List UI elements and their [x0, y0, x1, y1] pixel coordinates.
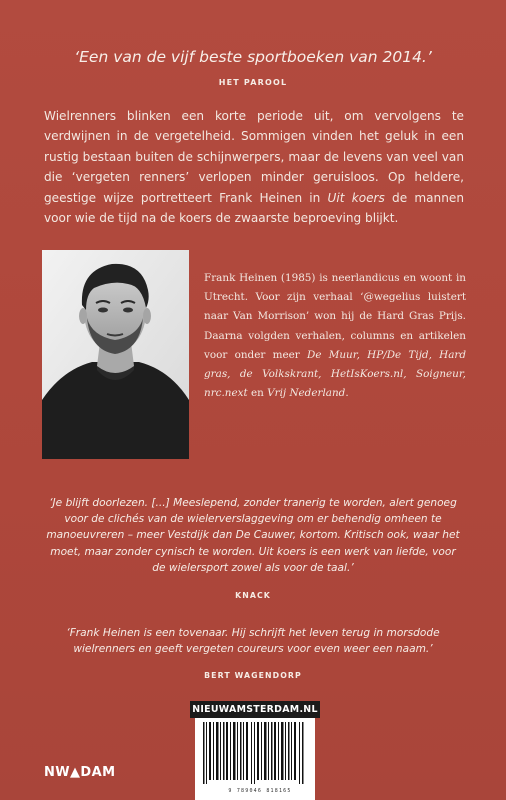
isbn-barcode [195, 718, 315, 800]
top-quote: ‘Een van de vijf beste sportboeken van 2014.’ [74, 48, 432, 66]
author-portrait-image [42, 250, 189, 459]
bio-publication-last: Vrij Nederland [267, 387, 346, 400]
publisher-logo: NW▲DAM [44, 765, 116, 780]
bio-text-1: Frank Heinen (1985) is neerlandicus en woont in Utrecht. Voor zijn verhaal ‘@wegelius luistert naar Van Morrison’ won hij de Hard Gras Prijs. Daarna volgden verhalen, columns en artikelen voor onder meer [204, 272, 466, 361]
review-quote-knack [46, 495, 460, 576]
barcode-number: 9 789046 818165 [228, 788, 292, 794]
publisher-url: NIEUWAMSTERDAM.NL [190, 701, 320, 718]
review-quote-knack-text: ‘Je blijft doorlezen. [...] Meeslepend, zonder tranerig te worden, alert genoeg voor de clichés van de wielerverslaggeving om er behendig omheen te manoeuvreren – meer Vestdijk dan De Cauwer, kortom. Kritisch ook, waar het moet, maar zonder cynisch te worden. Uit koers is een werk van liefde, voor de wielersport zowel als voor de taal.’ [46, 497, 460, 574]
review-source-wagendorp: BERT WAGENDORP [204, 671, 302, 680]
blurb-text-1: Wielrenners blinken een korte periode uit, om vervolgens te verdwijnen in de vergetelheid. Sommigen vinden het geluk in een rustig bestaan buiten de schijnwerpers, maar de levens van veel van die ‘vergeten renners’ verlopen minder geruisloos. Op heldere, geestige wijze portretteert Frank Heinen in [44, 109, 464, 205]
bio-text-2: en [247, 387, 268, 400]
review-quote-wagendorp [46, 625, 460, 657]
bio-publications: De Muur, HP/De Tijd, Hard gras, de Volkskrant, HetIsKoers.nl, Soigneur, nrc.next [204, 348, 467, 400]
blurb-text-2: de mannen voor wie de tijd na de koers de zwaarste beproeving blijkt. [44, 190, 464, 226]
review-quote-wagendorp-text: ‘Frank Heinen is een tovenaar. Hij schrijft het leven terug in morsdode wielrenners en geeft vergeten coureurs voor even weer een naam.’ [66, 627, 440, 656]
blurb-book-title: Uit koers [327, 190, 385, 205]
book-blurb [44, 106, 464, 228]
bio-text-3: . [345, 387, 349, 400]
review-source-knack: KNACK [235, 591, 271, 600]
author-bio [204, 269, 466, 403]
author-photo [42, 250, 189, 459]
top-quote-source: HET PAROOL [218, 78, 288, 87]
barcode-bars [195, 718, 315, 786]
